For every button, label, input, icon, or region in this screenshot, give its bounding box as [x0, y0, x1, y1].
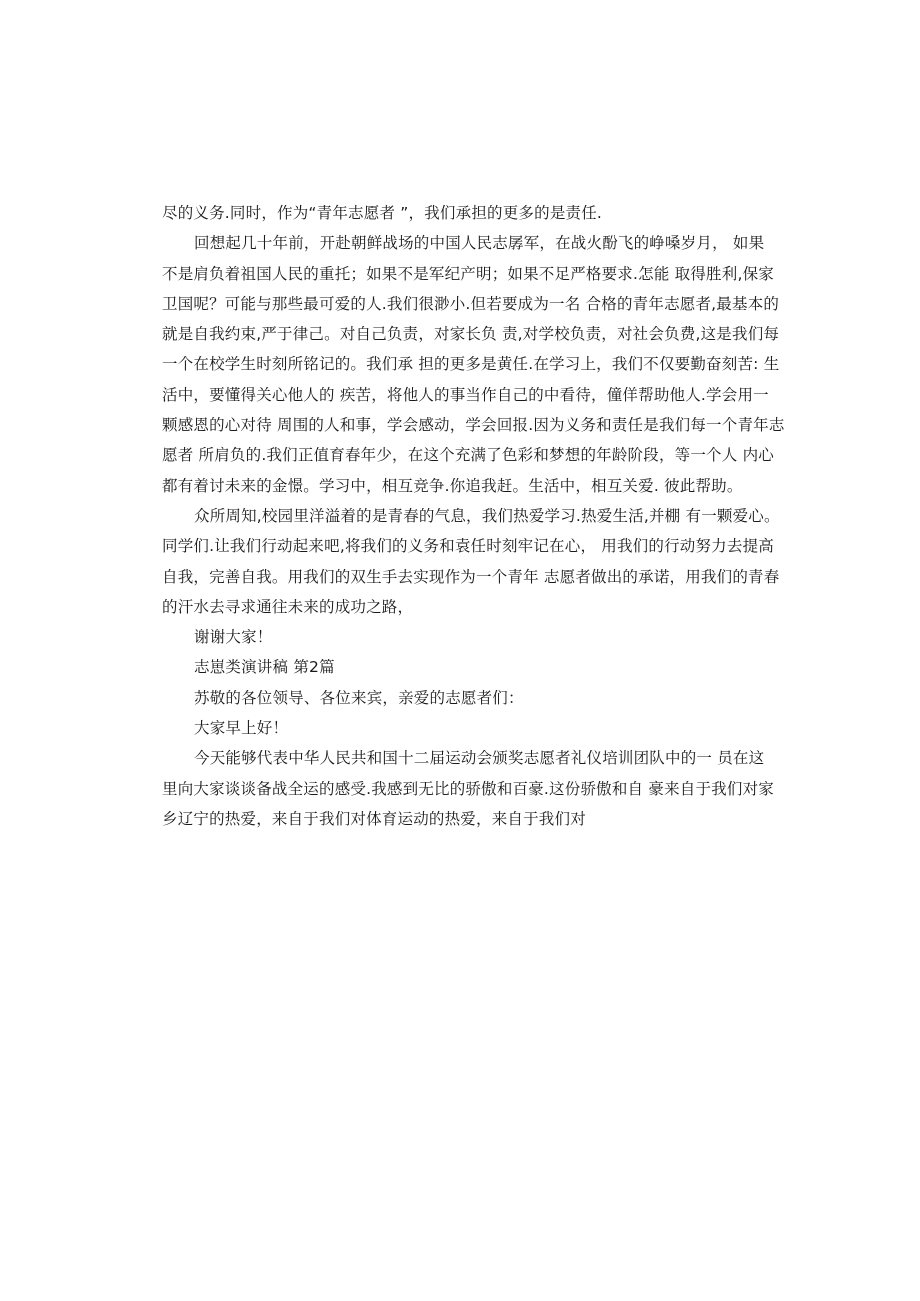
text-line: 乡辽宁的热爱，来自于我们对体育运动的热爱，来自于我们对 [162, 809, 586, 828]
text-line: 大家早上好！ [194, 719, 289, 738]
text-line: 众所周知,校园里洋溢着的是青春的气息，我们热爱学习.热爱生活,并棚 有一颗爱心。 [194, 506, 780, 525]
text-line: 回想起几十年前，开赴朝鲜战场的中国人民志孱军，在战火酚飞的峥嗓岁月， 如果 [194, 234, 765, 253]
text-line: 同学们.让我们行动起来吧,将我们的义务和袁任时刻牢记在心， 用我们的行动努力去提高 [162, 537, 774, 556]
text-line: 志崽类演讲稿 第2篇 [194, 658, 335, 677]
text-line: 今天能够代表中华人民共和国十二届运动会颁奖志愿者礼仪培训团队中的一 员在这 [194, 749, 765, 768]
text-line: 颗感恩的心对待 周围的人和事，学会感动，学会回报.因为义务和责任是我们每一个青年志 [162, 416, 785, 435]
text-line: 卫国呢？可能与那些最可爱的人.我们很渺小.但若要成为一名 合格的青年志愿者,最基本的 [162, 294, 780, 313]
text-line: 的汗水去寻求通往未来的成功之路， [162, 597, 414, 616]
text-line: 谢谢大家！ [194, 628, 273, 647]
text-line: 活中，要懂得关心他人的 疾苦，将他人的事当作自己的中看待，僮佯帮助他人.学会用一 [162, 385, 769, 404]
text-line: 自我，完善自我。用我们的双生手去实现作为一个青年 志愿者做出的承诺，用我们的青春 [162, 567, 780, 586]
speech-text-block [162, 198, 785, 834]
text-line: 苏敬的各位领导、各位来宾，亲爱的志愿者们： [194, 688, 524, 707]
text-line: 里向大家谈谈备战全运的感受.我感到无比的骄傲和百豪.这份骄傲和自 豪来自于我们对家 [162, 779, 774, 798]
text-line: 就是自我约束,严于律己。对自己负责，对家长负 责,对学校负责，对社会负费,这是我们每 [162, 325, 780, 344]
text-line: 一个在校学生时刻所铭记的。我们承 担的更多是黄任.在学习上，我们不仅要勤奋刻苦: 生 [162, 355, 780, 374]
text-line: 尽的义务.同时，作为“青年志愿者 ”，我们承担的更多的是责任. [162, 204, 603, 222]
text-line: 愿者 所肩负的.我们正值育春年少，在这个充满了色彩和梦想的年龄阶段，等一个人 内心 [162, 446, 774, 465]
text-line: 不是肩负着祖国人民的重托；如果不是军纪产明；如果不足严格要求.怎能 取得胜利,保家 [162, 264, 774, 283]
text-line: 都有着讨未来的金憬。学习中，相互竞争.你追我赶。生活中，相互关爱. 彼此帮助。 [162, 476, 743, 495]
